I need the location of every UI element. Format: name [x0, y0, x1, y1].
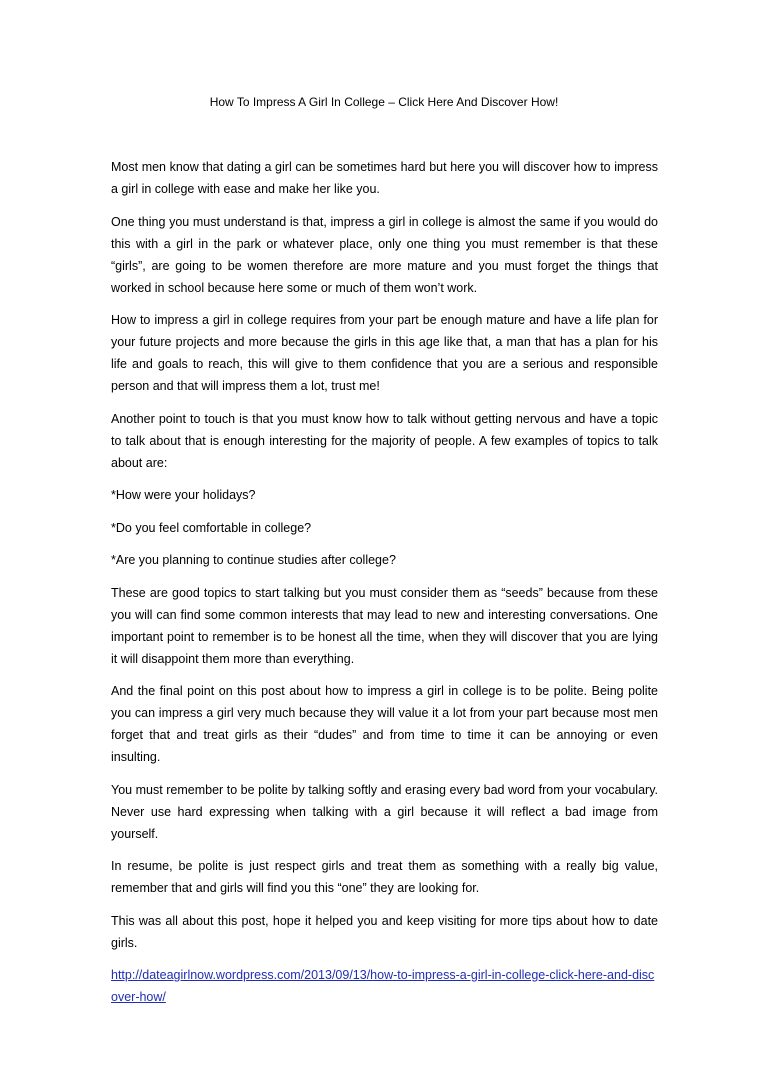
paragraph-intro: Most men know that dating a girl can be sometimes hard but here you will discover how to impress a girl in college with ease and make her like you.: [111, 160, 658, 196]
paragraph-understand: One thing you must understand is that, impress a girl in college is almost the same if you would do this with a girl in the park or whatever place, only one thing you must remember is that these “girls”, are going to be women therefore are more mature and you must forget the things that worked in school because here some or much of them won’t work.: [111, 214, 658, 295]
topic-holidays: *How were your holidays?: [111, 488, 256, 502]
topic-comfortable: *Do you feel comfortable in college?: [111, 520, 312, 535]
topic-studies: *Are you planning to continue studies after college?: [111, 553, 396, 567]
source-link[interactable]: http://dateagirlnow.wordpress.com/2013/09/13/how-to-impress-a-girl-in-college-click-here-and-discover-how/: [111, 968, 655, 1004]
document-title: How To Impress A Girl In College – Click Here And Discover How!: [209, 95, 559, 109]
document-body: [111, 156, 658, 1008]
paragraph-closing: This was all about this post, hope it helped you and keep visiting for more tips about how to date girls.: [111, 913, 658, 950]
paragraph-softly: You must remember to be polite by talking softly and erasing every bad word from your vocabulary. Never use hard expressing when talking with a girl because it will reflect a bad image from yourself.: [111, 782, 658, 841]
paragraph-seeds: These are good topics to start talking but you must consider them as “seeds” because from these you will can find some common interests that may lead to new and interesting conversations. One important point to remember is to be honest all the time, when they will discover that you are lying it will disappoint them more than everything.: [111, 585, 658, 666]
source-link-line: [111, 964, 658, 1008]
paragraph-resume: In resume, be polite is just respect girls and treat them as something with a really big value, remember that and girls will find you this “one” they are looking for.: [111, 859, 658, 895]
paragraph-polite: And the final point on this post about how to impress a girl in college is to be polite. Being polite you can impress a girl very much because they will value it a lot from your part because most men forget that and treat girls as their “dudes” and from time to time it can be annoying or even insulting.: [111, 684, 658, 764]
paragraph-life-plan: How to impress a girl in college requires from your part be enough mature and have a life plan for your future projects and more because the girls in this age like that, a man that has a plan for his life and goals to reach, this will give to them confidence that you are a serious and responsible person and that will impress them a lot, trust me!: [111, 313, 658, 393]
paragraph-talk: Another point to touch is that you must know how to talk without getting nervous and have a topic to talk about that is enough interesting for the majority of people. A few examples of topics to talk about are:: [111, 411, 658, 470]
